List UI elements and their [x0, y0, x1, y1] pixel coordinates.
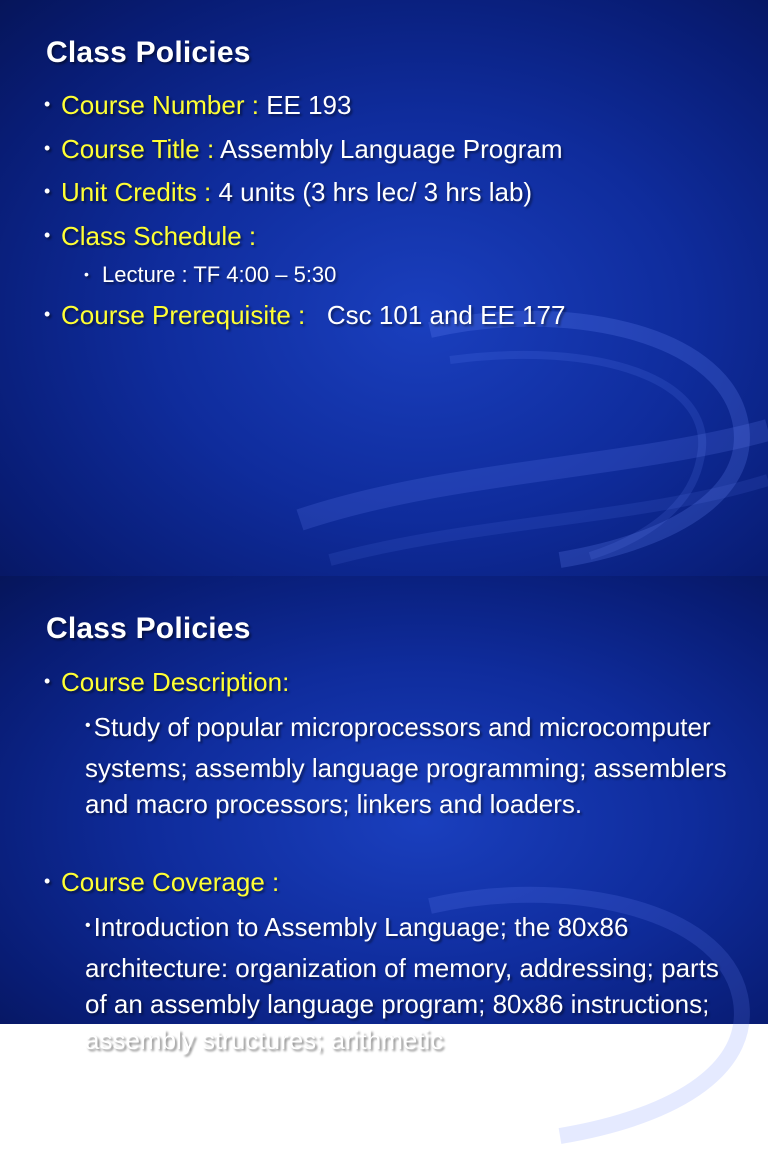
course-title-item [44, 134, 562, 165]
course-description-text: Study of popular microprocessors and microcomputer systems; assembly language programming; assemblers and macro processors; linkers and loaders. [85, 712, 727, 819]
slide2-title: Class Policies [46, 612, 251, 645]
lecture-schedule-subitem [84, 262, 336, 288]
course-title-value: Assembly Language Program [214, 134, 563, 164]
course-prerequisite-label: Course Prerequisite : [61, 300, 306, 330]
background-swoosh [0, 576, 768, 1152]
unit-credits-label: Unit Credits : [61, 177, 212, 207]
bullet: • [44, 94, 51, 114]
course-coverage-paragraph [85, 909, 755, 1058]
bullet: • [44, 671, 51, 691]
unit-credits-item [44, 177, 532, 208]
bullet: • [44, 225, 51, 245]
course-description-label: Course Description: [61, 667, 290, 697]
course-description-paragraph [85, 709, 755, 822]
bullet: • [85, 917, 91, 934]
unit-credits-value: 4 units (3 hrs lec/ 3 hrs lab) [211, 177, 533, 207]
course-title-label: Course Title : [61, 134, 215, 164]
course-prerequisite-value: Csc 101 and EE 177 [305, 300, 566, 330]
sub-bullet: • [84, 266, 89, 282]
class-schedule-label: Class Schedule : [61, 221, 257, 251]
bullet: • [44, 304, 51, 324]
course-number-value: EE 193 [258, 90, 352, 120]
bullet: • [85, 717, 91, 734]
course-coverage-label: Course Coverage : [61, 867, 280, 897]
bullet: • [44, 181, 51, 201]
course-coverage-item [44, 867, 279, 898]
class-schedule-item [44, 221, 256, 252]
course-description-item [44, 667, 289, 698]
course-coverage-text: Introduction to Assembly Language; the 80x86 architecture: organization of memory, addressing; parts of an assembly language program; 80x86 instructions; assembly structures; arithmetic [85, 912, 734, 1055]
slide-2 [0, 576, 768, 1055]
lecture-schedule-text: Lecture : TF 4:00 – 5:30 [102, 262, 337, 287]
course-number-label: Course Number : [61, 90, 259, 120]
course-prerequisite-item [44, 300, 565, 331]
slide1-title: Class Policies [46, 36, 251, 69]
bullet: • [44, 871, 51, 891]
course-number-item [44, 90, 351, 121]
bullet: • [44, 138, 51, 158]
